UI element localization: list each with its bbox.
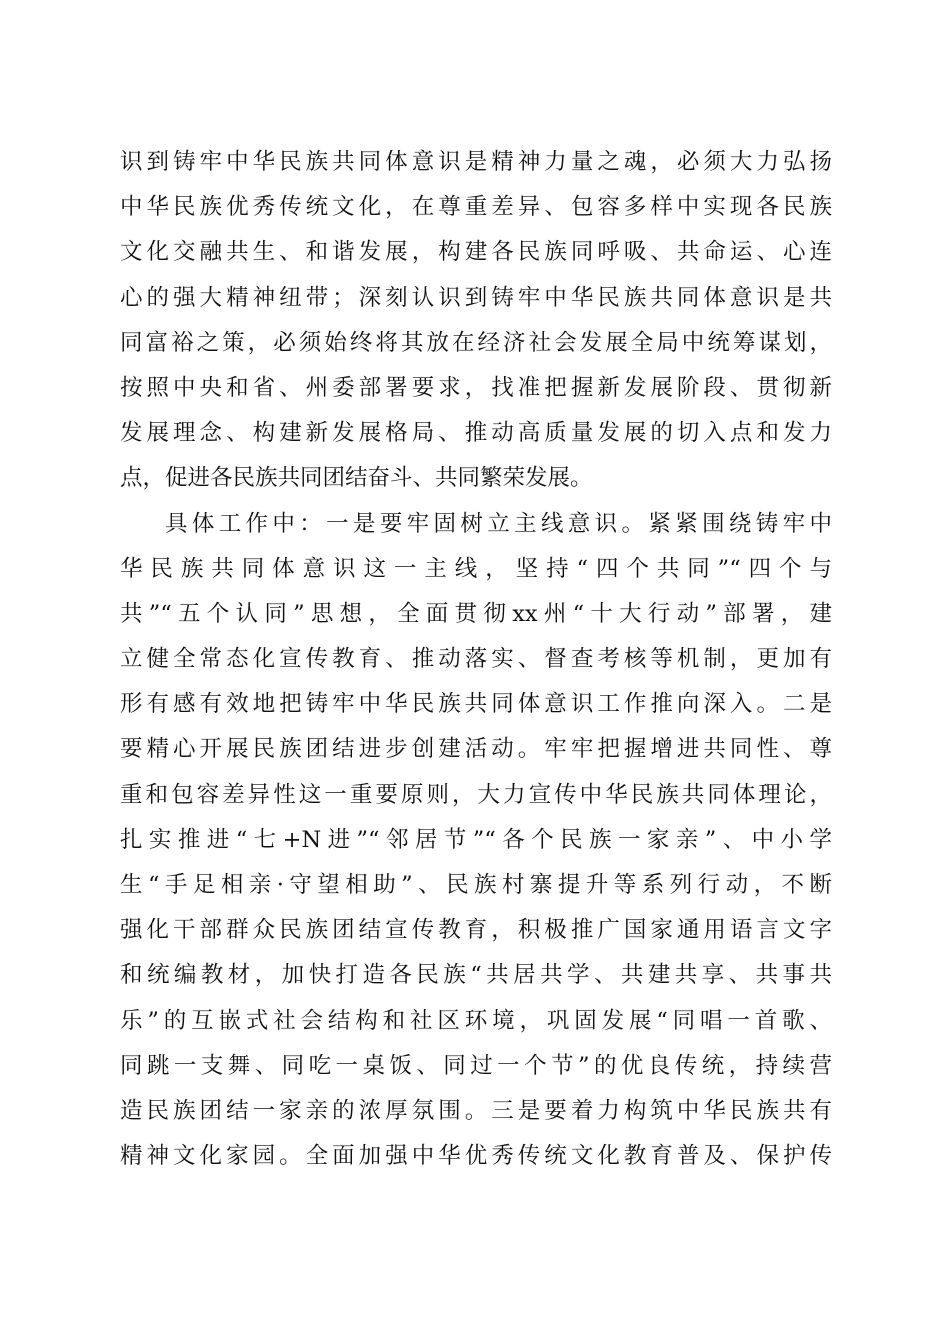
text-line: 造民族团结一家亲的浓厚氛围。三是要着力构筑中华民族共有 <box>120 1097 832 1124</box>
text-line: 强化干部群众民族团结宣传教育，积极推广国家通用语言文字 <box>120 917 832 944</box>
text-line: 心的强大精神纽带；深刻认识到铸牢中华民族共同体意识是共 <box>120 284 832 311</box>
text-line: 和统编教材，加快打造各民族“共居共学、共建共享、共事共 <box>120 962 832 989</box>
text-line: 点，促进各民族共同团结奋斗、共同繁荣发展。 <box>120 465 593 492</box>
text-line: 同富裕之策，必须始终将其放在经济社会发展全局中统筹谋划， <box>120 329 832 356</box>
text-line: 乐”的互嵌式社会结构和社区环境，巩固发展“同唱一首歌、 <box>120 1007 832 1034</box>
text-line: 立健全常态化宣传教育、推动落实、督查考核等机制，更加有 <box>120 646 832 673</box>
text-line: 中华民族优秀传统文化，在尊重差异、包容多样中实现各民族 <box>120 194 832 221</box>
text-line: 共”“五个认同”思想，全面贯彻xx州“十大行动”部署，建 <box>120 600 832 627</box>
text-line: 同跳一支舞、同吃一桌饭、同过一个节”的优良传统，持续营 <box>120 1052 832 1079</box>
text-line: 华民族共同体意识这一主线，坚持“四个共同”“四个与 <box>120 555 832 582</box>
text-line: 识到铸牢中华民族共同体意识是精神力量之魂，必须大力弘扬 <box>120 149 832 175</box>
text-line: 文化交融共生、和谐发展，构建各民族同呼吸、共命运、心连 <box>120 239 832 266</box>
paragraph-first-line: 具体工作中：一是要牢固树立主线意识。紧紧围绕铸牢中 <box>165 510 832 537</box>
text-line: 生“手足相亲·守望相助”、民族村寨提升等系列行动，不断 <box>120 872 832 898</box>
text-line: 形有感有效地把铸牢中华民族共同体意识工作推向深入。二是 <box>120 691 832 718</box>
text-line: 精神文化家园。全面加强中华优秀传统文化教育普及、保护传 <box>120 1143 832 1170</box>
text-line: 发展理念、构建新发展格局、推动高质量发展的切入点和发力 <box>120 420 832 447</box>
text-line: 扎实推进“七+N进”“邻居节”“各个民族一家亲”、中小学 <box>120 826 832 853</box>
text-line: 要精心开展民族团结进步创建活动。牢牢把握增进共同性、尊 <box>120 736 832 763</box>
text-line: 重和包容差异性这一重要原则，大力宣传中华民族共同体理论， <box>120 781 832 808</box>
text-line: 按照中央和省、州委部署要求，找准把握新发展阶段、贯彻新 <box>120 374 832 401</box>
body-text <box>120 140 832 1179</box>
